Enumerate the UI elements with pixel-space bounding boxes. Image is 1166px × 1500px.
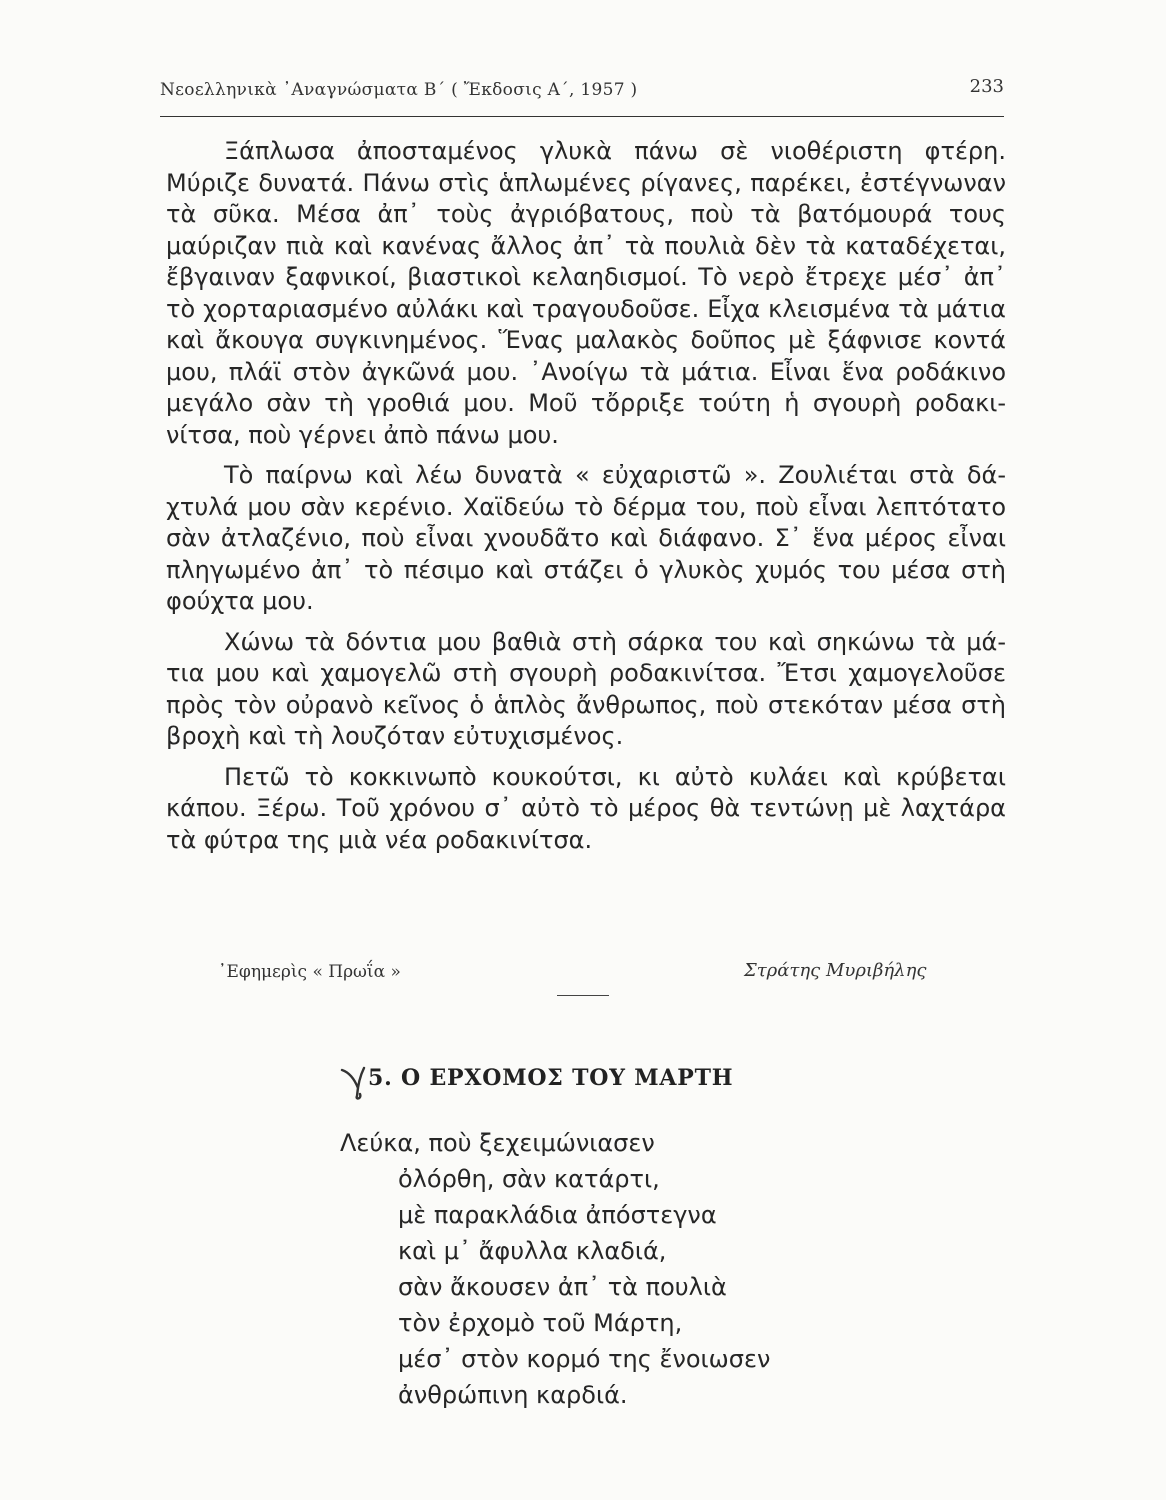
poem-line: ἀνθρώπινη καρδιά. — [398, 1381, 628, 1409]
prose-line: κάπου. Ξέρω. Τοῦ χρόνου σ᾿ αὐτὸ τὸ μέρος θὰ τεντώνῃ μὲ λαχτάρα — [166, 794, 1006, 822]
prose-line: χτυλά μου σὰν κερένιο. Χαϊδεύω τὸ δέρμα του, ποὺ εἶναι λεπτότατο — [166, 492, 1006, 521]
prose-passage — [166, 136, 1006, 856]
prose-line: σὰν ἀτλαζένιο, ποὺ εἶναι χνουδᾶτο καὶ διάφανο. Σ᾿ ἕνα μέρος εἶναι — [166, 524, 1006, 552]
prose-line: βροχὴ καὶ τὴ λουζόταν εὐτυχισμένος. — [166, 722, 624, 750]
page-number: 233 — [969, 76, 1004, 97]
prose-line: μου, πλάϊ στὸν ἀγκῶνά μου. ᾿Ανοίγω τὰ μάτια. Εἶναι ἕνα ροδάκινο — [166, 357, 1006, 386]
author-attribution: Στράτης Μυριβήλης — [744, 960, 927, 981]
poem-line: ὀλόρθη, σὰν κατάρτι, — [398, 1165, 660, 1193]
prose-line: τὰ φύτρα της μιὰ νέα ροδακινίτσα. — [166, 825, 593, 854]
prose-line: Πετῶ τὸ κοκκινωπὸ κουκούτσι, κι αὐτὸ κυλάει καὶ κρύβεται — [224, 762, 1006, 791]
poem-line: μὲ παρακλάδια ἀπόστεγνα — [398, 1201, 717, 1229]
running-title: Νεοελληνικὰ ᾿Αναγνώσματα Β΄ ( Ἔκδοσις Α΄, 1957 ) — [160, 80, 638, 100]
poem-line: καὶ μ᾿ ἄφυλλα κλαδιά, — [398, 1237, 667, 1265]
prose-line: πρὸς τὸν οὐρανὸ κεῖνος ὁ ἁπλὸς ἄνθρωπος, ποὺ στεκόταν μέσα στὴ — [166, 690, 1006, 719]
prose-line: τὸ χορταριασμένο αὐλάκι καὶ τραγουδοῦσε. Εἶχα κλεισμένα τὰ μάτια — [166, 294, 1006, 323]
prose-line: Ξάπλωσα ἀποσταμένος γλυκὰ πάνω σὲ νιοθέριστη φτέρη. — [224, 137, 1006, 165]
prose-line: τια μου καὶ χαμογελῶ στὴ σγουρὴ ροδακινίτσα. Ἔτσι χαμογελοῦσε — [166, 659, 1006, 687]
poem-title — [340, 1065, 733, 1091]
poem-line: Λεύκα, ποὺ ξεχειμώνιασεν — [340, 1129, 655, 1157]
poem-line: τὸν ἐρχομὸ τοῦ Μάρτη, — [398, 1309, 683, 1337]
poem-line: μέσ᾿ στὸν κορμό της ἔνοιωσεν — [398, 1345, 771, 1373]
prose-line: φούχτα μου. — [166, 587, 314, 615]
source-attribution: ᾿Εφημερὶς « Πρωΐα » — [218, 962, 401, 982]
prose-line: Τὸ παίρνω καὶ λέω δυνατὰ « εὐχαριστῶ ». Ζουλιέται στὰ δά- — [224, 461, 1006, 489]
prose-line: μαύριζαν πιὰ καὶ κανένας ἄλλος ἀπ᾿ τὰ πουλιὰ δὲν τὰ καταδέχεται, — [166, 231, 1006, 260]
prose-line: Μύριζε δυνατά. Πάνω στὶς ἁπλωμένες ρίγανες, παρέκει, ἐστέγνωναν — [166, 168, 1006, 197]
section-divider — [557, 995, 609, 996]
prose-line: νίτσα, ποὺ γέρνει ἀπὸ πάνω μου. — [166, 420, 559, 449]
prose-line: καὶ ἄκουγα συγκινημένος. Ἕνας μαλακὸς δοῦπος μὲ ξάφνισε κοντά — [166, 326, 1006, 354]
poem-title-text: 5. Ο ΕΡΧΟΜΟΣ ΤΟΥ ΜΑΡΤΗ — [368, 1065, 734, 1091]
prose-line: μεγάλο σὰν τὴ γροθιά μου. Μοῦ τὄρριξε τούτη ἡ σγουρὴ ροδακι- — [166, 389, 1006, 417]
prose-line: ἔβγαιναν ξαφνικοί, βιαστικοὶ κελαηδισμοί. Τὸ νερὸ ἔτρεχε μέσ᾿ ἀπ᾿ — [166, 263, 1006, 291]
prose-line: πληγωμένο ἀπ᾿ τὸ πέσιμο καὶ στάζει ὁ γλυκὸς χυμός του μέσα στὴ — [166, 555, 1006, 584]
prose-line: Χώνω τὰ δόντια μου βαθιὰ στὴ σάρκα του καὶ σηκώνω τὰ μά- — [224, 627, 1006, 656]
running-header — [160, 70, 1004, 117]
prose-line: τὰ σῦκα. Μέσα ἀπ᾿ τοὺς ἀγριόβατους, ποὺ τὰ βατόμουρά τους — [166, 200, 1006, 228]
poem-line: σὰν ἄκουσεν ἀπ᾿ τὰ πουλιὰ — [398, 1273, 727, 1301]
